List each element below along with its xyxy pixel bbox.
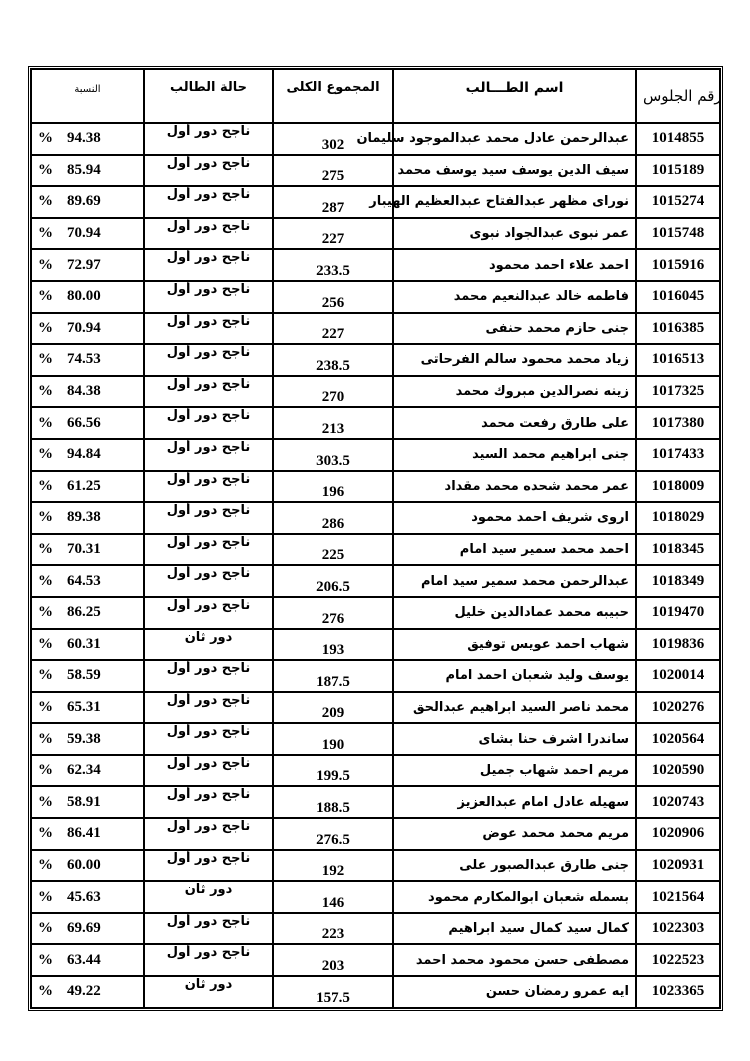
seat-number-cell: 1020743 [636,786,720,818]
percentage-value: 58.59 [67,667,101,684]
seat-number-cell: 1018345 [636,534,720,566]
total-cell: 286 [273,502,393,534]
percentage-cell [31,123,144,155]
percentage-cell [31,944,144,976]
percentage-cell [31,407,144,439]
percentage-value: 70.31 [67,541,101,558]
table-row [31,123,720,155]
percentage-cell [31,723,144,755]
status-cell: ناجح دور أول [144,660,273,692]
percentage-cell [31,344,144,376]
student-name-cell: مصطفى حسن محمود محمد احمد [393,944,636,976]
seat-number-cell: 1016045 [636,281,720,313]
percentage-value: 86.25 [67,604,101,621]
total-cell: 238.5 [273,344,393,376]
percent-sign: % [38,604,53,621]
table-row [31,629,720,661]
percent-sign: % [38,288,53,305]
percent-sign: % [38,509,53,526]
seat-number-cell: 1015274 [636,186,720,218]
seat-number-cell: 1017380 [636,407,720,439]
table-body [31,123,720,1008]
total-cell: 203 [273,944,393,976]
status-cell: ناجح دور أول [144,850,273,882]
percent-sign: % [38,888,53,905]
table-row [31,913,720,945]
total-cell: 276 [273,597,393,629]
total-cell: 223 [273,913,393,945]
total-cell: 303.5 [273,439,393,471]
results-sheet [28,66,722,1011]
table-row [31,786,720,818]
percentage-value: 45.63 [67,888,101,905]
header-seat: رقم الجلوس [636,69,720,123]
percentage-cell [31,850,144,882]
percent-sign: % [38,130,53,147]
student-name-cell: زياد محمد محمود سالم الفرحاتى [393,344,636,376]
student-name-cell: اروى شريف احمد محمود [393,502,636,534]
percent-sign: % [38,793,53,810]
student-name-cell: جنى ابراهيم محمد السيد [393,439,636,471]
seat-number-cell: 1015189 [636,155,720,187]
status-cell: ناجح دور أول [144,155,273,187]
percentage-cell [31,471,144,503]
status-cell: ناجح دور أول [144,565,273,597]
percent-sign: % [38,983,53,1000]
percent-sign: % [38,193,53,210]
percentage-cell [31,818,144,850]
total-cell: 146 [273,881,393,913]
percent-sign: % [38,319,53,336]
total-cell: 270 [273,376,393,408]
percentage-cell [31,218,144,250]
seat-number-cell: 1018349 [636,565,720,597]
student-name-cell: جنى طارق عبدالصبور على [393,850,636,882]
status-cell: ناجح دور أول [144,218,273,250]
student-name-cell: جنى حازم محمد حنفى [393,313,636,345]
seat-number-cell: 1017433 [636,439,720,471]
percentage-value: 89.69 [67,193,101,210]
percentage-value: 84.38 [67,383,101,400]
student-name-cell: احمد علاء احمد محمود [393,249,636,281]
seat-number-cell: 1020931 [636,850,720,882]
percentage-value: 85.94 [67,161,101,178]
student-name-cell: يوسف وليد شعبان احمد امام [393,660,636,692]
student-name-cell: نوراى مظهر عبدالفتاح عبدالعظيم الهيبار [393,186,636,218]
percentage-value: 89.38 [67,509,101,526]
seat-number-cell: 1021564 [636,881,720,913]
status-cell: ناجح دور أول [144,786,273,818]
header-percentage: النسبة [31,69,144,123]
seat-number-cell: 1020906 [636,818,720,850]
status-cell: ناجح دور أول [144,755,273,787]
table-row [31,850,720,882]
percent-sign: % [38,351,53,368]
percentage-cell [31,755,144,787]
percentage-value: 80.00 [67,288,101,305]
table-row [31,439,720,471]
percentage-value: 66.56 [67,414,101,431]
percent-sign: % [38,667,53,684]
total-cell: 193 [273,629,393,661]
total-cell: 227 [273,218,393,250]
seat-number-cell: 1016385 [636,313,720,345]
percentage-value: 61.25 [67,477,101,494]
percentage-cell [31,249,144,281]
seat-number-cell: 1022523 [636,944,720,976]
seat-number-cell: 1020590 [636,755,720,787]
table-row [31,723,720,755]
percent-sign: % [38,256,53,273]
total-cell: 199.5 [273,755,393,787]
total-cell: 275 [273,155,393,187]
percentage-value: 94.84 [67,446,101,463]
status-cell: دور ثان [144,976,273,1008]
student-name-cell: احمد محمد سمير سيد امام [393,534,636,566]
percent-sign: % [38,161,53,178]
header-name: اسم الطـــالب [393,69,636,123]
percentage-value: 65.31 [67,698,101,715]
status-cell: ناجح دور أول [144,344,273,376]
percentage-cell [31,534,144,566]
table-row [31,186,720,218]
percentage-value: 64.53 [67,572,101,589]
status-cell: ناجح دور أول [144,597,273,629]
percentage-cell [31,913,144,945]
status-cell: ناجح دور أول [144,407,273,439]
status-cell: ناجح دور أول [144,186,273,218]
status-cell: ناجح دور أول [144,534,273,566]
seat-number-cell: 1017325 [636,376,720,408]
student-name-cell: زينه نصرالدين مبروك محمد [393,376,636,408]
status-cell: ناجح دور أول [144,692,273,724]
percent-sign: % [38,572,53,589]
percentage-cell [31,976,144,1008]
percentage-value: 70.94 [67,319,101,336]
table-row [31,155,720,187]
student-name-cell: على طارق رفعت محمد [393,407,636,439]
total-cell: 256 [273,281,393,313]
table-row [31,660,720,692]
percentage-value: 60.00 [67,856,101,873]
percent-sign: % [38,920,53,937]
seat-number-cell: 1019470 [636,597,720,629]
seat-number-cell: 1020564 [636,723,720,755]
table-row [31,944,720,976]
percentage-value: 94.38 [67,130,101,147]
total-cell: 187.5 [273,660,393,692]
total-cell: 157.5 [273,976,393,1008]
total-cell: 192 [273,850,393,882]
header-status: حالة الطالب [144,69,273,123]
percentage-cell [31,439,144,471]
percent-sign: % [38,383,53,400]
percent-sign: % [38,635,53,652]
percentage-cell [31,155,144,187]
student-name-cell: سيف الدين يوسف سيد يوسف محمد [393,155,636,187]
percentage-value: 63.44 [67,951,101,968]
percent-sign: % [38,477,53,494]
percentage-cell [31,376,144,408]
status-cell: ناجح دور أول [144,376,273,408]
status-cell: ناجح دور أول [144,944,273,976]
results-table [28,66,723,1011]
percent-sign: % [38,541,53,558]
table-row [31,597,720,629]
status-cell: ناجح دور أول [144,818,273,850]
percent-sign: % [38,698,53,715]
percentage-value: 69.69 [67,920,101,937]
table-row [31,376,720,408]
table-row [31,881,720,913]
total-cell: 227 [273,313,393,345]
student-name-cell: عبدالرحمن عادل محمد عبدالموجود سليمان [393,123,636,155]
percentage-cell [31,186,144,218]
percentage-value: 58.91 [67,793,101,810]
table-row [31,976,720,1008]
student-name-cell: عبدالرحمن محمد سمير سيد امام [393,565,636,597]
status-cell: دور ثان [144,629,273,661]
status-cell: ناجح دور أول [144,123,273,155]
total-cell: 209 [273,692,393,724]
student-name-cell: سهيله عادل امام عبدالعزيز [393,786,636,818]
table-row [31,471,720,503]
seat-number-cell: 1023365 [636,976,720,1008]
percentage-value: 86.41 [67,825,101,842]
percent-sign: % [38,730,53,747]
percent-sign: % [38,856,53,873]
status-cell: ناجح دور أول [144,249,273,281]
status-cell: ناجح دور أول [144,313,273,345]
status-cell: ناجح دور أول [144,439,273,471]
percent-sign: % [38,762,53,779]
total-cell: 190 [273,723,393,755]
total-cell: 287 [273,186,393,218]
table-row [31,692,720,724]
header-row [31,69,720,123]
percentage-value: 60.31 [67,635,101,652]
seat-number-cell: 1014855 [636,123,720,155]
percentage-cell [31,881,144,913]
student-name-cell: عمر محمد شحده محمد مقداد [393,471,636,503]
percent-sign: % [38,446,53,463]
student-name-cell: حبيبه محمد عمادالدين خليل [393,597,636,629]
percentage-cell [31,565,144,597]
student-name-cell: مريم محمد محمد عوض [393,818,636,850]
table-row [31,407,720,439]
percentage-cell [31,692,144,724]
status-cell: ناجح دور أول [144,723,273,755]
table-row [31,534,720,566]
seat-number-cell: 1018029 [636,502,720,534]
status-cell: دور ثان [144,881,273,913]
table-row [31,281,720,313]
table-row [31,755,720,787]
percentage-value: 70.94 [67,225,101,242]
percentage-cell [31,597,144,629]
total-cell: 206.5 [273,565,393,597]
seat-number-cell: 1020014 [636,660,720,692]
percent-sign: % [38,825,53,842]
percentage-value: 59.38 [67,730,101,747]
total-cell: 213 [273,407,393,439]
student-name-cell: بسمله شعبان ابوالمكارم محمود [393,881,636,913]
status-cell: ناجح دور أول [144,913,273,945]
student-name-cell: ساندرا اشرف حنا بشاى [393,723,636,755]
status-cell: ناجح دور أول [144,502,273,534]
table-row [31,565,720,597]
percent-sign: % [38,951,53,968]
percentage-cell [31,629,144,661]
total-cell: 196 [273,471,393,503]
total-cell: 225 [273,534,393,566]
student-name-cell: شهاب احمد عويس توفيق [393,629,636,661]
total-cell: 302 [273,123,393,155]
total-cell: 233.5 [273,249,393,281]
student-name-cell: فاطمه خالد عبدالنعيم محمد [393,281,636,313]
percentage-cell [31,786,144,818]
percentage-cell [31,502,144,534]
student-name-cell: عمر نبوى عبدالجواد نبوى [393,218,636,250]
student-name-cell: مريم احمد شهاب جميل [393,755,636,787]
seat-number-cell: 1019836 [636,629,720,661]
percentage-value: 72.97 [67,256,101,273]
student-name-cell: محمد ناصر السيد ابراهيم عبدالحق [393,692,636,724]
table-row [31,502,720,534]
table-row [31,218,720,250]
percentage-cell [31,660,144,692]
percent-sign: % [38,225,53,242]
percentage-cell [31,281,144,313]
total-cell: 188.5 [273,786,393,818]
seat-number-cell: 1015748 [636,218,720,250]
percentage-value: 74.53 [67,351,101,368]
percent-sign: % [38,414,53,431]
seat-number-cell: 1020276 [636,692,720,724]
seat-number-cell: 1018009 [636,471,720,503]
table-row [31,313,720,345]
header-total: المجموع الكلى [273,69,393,123]
table-row [31,249,720,281]
status-cell: ناجح دور أول [144,281,273,313]
table-row [31,818,720,850]
seat-number-cell: 1016513 [636,344,720,376]
student-name-cell: ايه عمرو رمضان حسن [393,976,636,1008]
percentage-cell [31,313,144,345]
percentage-value: 49.22 [67,983,101,1000]
table-row [31,344,720,376]
student-name-cell: كمال سيد كمال سيد ابراهيم [393,913,636,945]
status-cell: ناجح دور أول [144,471,273,503]
percentage-value: 62.34 [67,762,101,779]
total-cell: 276.5 [273,818,393,850]
seat-number-cell: 1022303 [636,913,720,945]
seat-number-cell: 1015916 [636,249,720,281]
